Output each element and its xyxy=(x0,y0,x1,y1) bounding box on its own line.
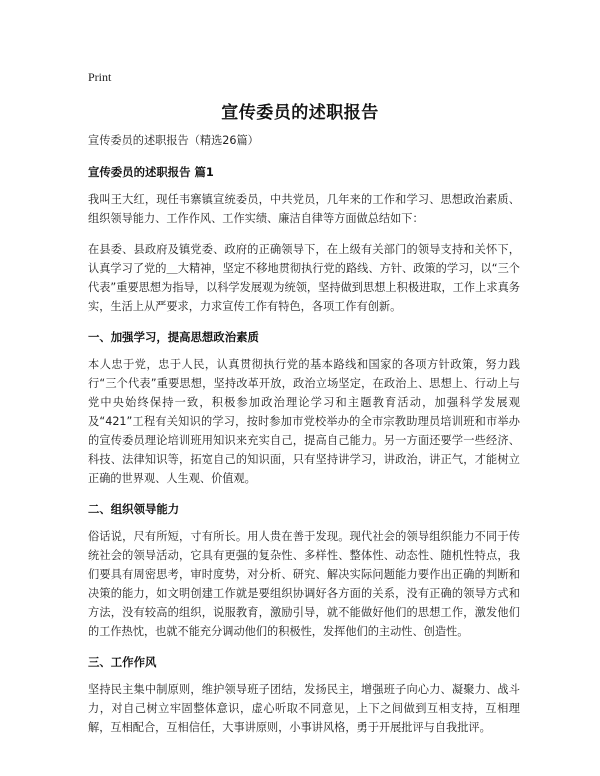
document-subtitle: 宣传委员的述职报告（精选26篇） xyxy=(88,134,259,147)
section-heading-leadership: 二、组织领导能力 xyxy=(88,502,180,516)
section-heading-study: 一、加强学习，提高思想政治素质 xyxy=(88,330,259,344)
section-heading-work-style: 三、工作作风 xyxy=(88,655,157,669)
section-paragraph-leadership: 俗话说，尺有所短，寸有所长。用人贵在善于发现。现代社会的领导组织能力不同于传统社会的领导活动，它具有更强的复杂性、多样性、整体性、动态性、随机性特点，我们要具有周密思考，审时度势，对分析、研究、解决实际问题能力要作出正确的判断和决策的能力，如文明创建工作就是要组织协调好各方面的关系，没有正确的领导方式和方法，没有较高的组织，说服教育，激励引导，就不能做好他们的思想工作，激发他们的工作热忱，也就不能充分调动他们的积极性，发挥他们的主动性、创造性。 xyxy=(88,530,520,638)
intro-paragraph-1: 我叫王大红，现任韦寨镇宣统委员，中共党员，几年来的工作和学习、思想政治素质、组织领导能力、工作作风、工作实绩、廉洁自律等方面做总结如下： xyxy=(88,193,520,225)
section-paragraph-work-style: 坚持民主集中制原则，维护领导班子团结，发扬民主，增强班子向心力、凝聚力、战斗力，对自己树立牢固整体意识，虚心听取不同意见，上下之间做到互相支持，互相理解，互相配合，互相信任，大事讲原则，小事讲风格，勇于开展批评与自我批评。 xyxy=(88,683,520,734)
article-heading: 宣传委员的述职报告 篇1 xyxy=(88,165,214,179)
document-body xyxy=(88,131,520,749)
section-paragraph-study: 本人忠于党，忠于人民，认真贯彻执行党的基本路线和国家的各项方针政策，努力践行“三个代表”重要思想，坚持改革开放，政治立场坚定，在政治上、思想上、行动上与党中央始终保持一致，积极参加政治理论学习和主题教育活动，加强科学发展观及“421”工程有关知识的学习，按时参加市党校举办的全市宗教助理员培训班和市举办的宣传委员理论培训班用知识来充实自己，提高自己能力。另一方面还要学一些经济、科技、法律知识等，拓宽自己的知识面，只有坚持讲学习，讲政治，讲正气，才能树立正确的世界观、人生观、价值观。 xyxy=(88,358,520,485)
print-link[interactable]: Print xyxy=(88,70,112,84)
page-title: 宣传委员的述职报告 xyxy=(221,103,379,123)
intro-paragraph-2: 在县委、县政府及镇党委、政府的正确领导下，在上级有关部门的领导支持和关怀下，认真学习了党的＿大精神，坚定不移地贯彻执行党的路线、方针、政策的学习，以“三个代表”重要思想为指导，以科学发展观为统领，坚持做到思想上积极进取，工作上求真务实，生活上从严要求，力求宣传工作有特色，各项工作有创新。 xyxy=(88,243,520,313)
